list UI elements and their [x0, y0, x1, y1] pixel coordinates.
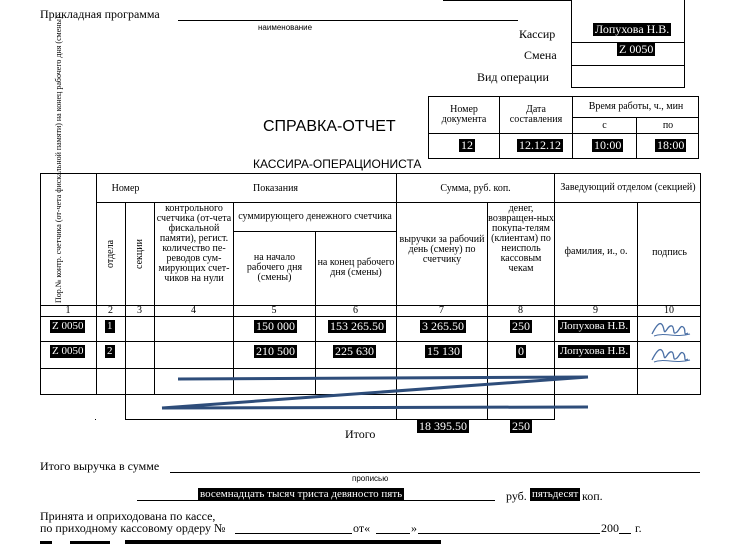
- total-returned: 250: [512, 419, 530, 433]
- order-no-line[interactable]: [235, 533, 352, 534]
- date-label: Дата составления: [509, 104, 563, 125]
- revenue-line: [170, 472, 700, 473]
- to-label: по: [662, 120, 674, 131]
- revenue-header: выручки за рабочий день (смену) по счетчику: [399, 234, 485, 265]
- row2-dept: 2: [107, 345, 113, 357]
- doc-no-value: 12: [461, 138, 473, 152]
- name-header: фамилия, и., о.: [564, 246, 628, 257]
- row2-manager: Лопухова Н.В.: [560, 345, 629, 357]
- shift-label: Смена: [524, 48, 557, 62]
- in-words-caption: прописью: [352, 474, 389, 483]
- row2-counter: Z 0050: [52, 345, 84, 357]
- signature-header: подпись: [652, 246, 687, 258]
- date-value: 12.12.12: [519, 138, 561, 152]
- manager-header: Заведующий отделом (секцией): [560, 182, 696, 193]
- number-header: Номер: [111, 182, 140, 194]
- readings-header: Показания: [252, 182, 299, 194]
- row1-revenue: 3 265.50: [422, 319, 464, 333]
- col-num-1: 1: [65, 305, 71, 316]
- year-suffix: г.: [635, 521, 642, 535]
- col-num-6: 6: [353, 305, 358, 316]
- doc-no-label: Номер документа: [441, 104, 487, 125]
- col1-header: Пор.№ контр. счетчика (от-чета фискальной памяти) на конец рабочего дня (смены): [54, 16, 63, 303]
- from-date-label: от«: [353, 521, 371, 535]
- col-num-10: 10: [664, 305, 674, 316]
- col-num-4: 4: [191, 305, 196, 316]
- dept-header: отдела: [105, 239, 116, 269]
- from-label: с: [602, 120, 607, 131]
- cashier-value: Лопухова Н.В.: [595, 22, 670, 36]
- app-label: Прикладная программа: [40, 7, 160, 21]
- year-label: 200: [601, 521, 619, 535]
- returned-header: денег, возвращен-ных покупа-телям (клиентам) по неисполь кассовым чекам: [488, 203, 554, 274]
- close-quote: »: [411, 521, 417, 535]
- row1-counter: Z 0050: [52, 320, 84, 332]
- rub-label: руб.: [506, 489, 527, 503]
- control-counter-header: контрольного счетчика (от-чета фискальной памяти), регист. количество пе-реводов сум-мирующих счет-чиков на нули: [156, 203, 232, 284]
- col-num-7: 7: [439, 305, 444, 316]
- app-caption: наименование: [258, 23, 313, 32]
- summing-header: суммирующего денежного счетчика: [238, 211, 392, 222]
- kop-label: коп.: [582, 489, 603, 503]
- row2-returned: 0: [518, 344, 524, 358]
- from-value: 10:00: [594, 138, 622, 152]
- total-label: Итого: [345, 427, 376, 441]
- col-num-8: 8: [518, 305, 523, 316]
- col-num-5: 5: [271, 305, 277, 316]
- total-revenue: 18 395.50: [419, 419, 467, 433]
- day-line[interactable]: [376, 533, 410, 534]
- row2-revenue: 15 130: [427, 344, 460, 358]
- accepted-line1: Принята и оприходована по кассе,: [40, 509, 216, 523]
- to-value: 18:00: [657, 138, 685, 152]
- year-line[interactable]: [619, 533, 631, 534]
- accepted-line2: по приходному кассовому ордеру №: [40, 521, 226, 535]
- kop-words: пятьдесят: [532, 488, 579, 500]
- row2-end: 225 630: [335, 344, 374, 358]
- col-num-3: 3: [137, 305, 142, 316]
- page-subtitle: КАССИРА-ОПЕРАЦИОНИСТА: [253, 157, 422, 171]
- work-time-label: Время работы, ч., мин: [588, 101, 684, 112]
- cashier-label: Кассир: [519, 27, 556, 41]
- row1-manager: Лопухова Н.В.: [560, 320, 629, 332]
- row1-dept: 1: [107, 320, 113, 332]
- col-num-2: 2: [108, 305, 113, 316]
- start-header: на начало рабочего дня (смены): [246, 252, 303, 283]
- col-num-9: 9: [593, 305, 598, 316]
- page-title: СПРАВКА-ОТЧЕТ: [263, 118, 396, 135]
- cutoff-highlight: [125, 540, 441, 544]
- row1-returned: 250: [512, 319, 530, 333]
- sum-header: Сумма, руб. коп.: [440, 182, 511, 194]
- section-header: секции: [134, 239, 145, 269]
- shift-value: Z 0050: [619, 42, 654, 56]
- operation-label: Вид операции: [477, 70, 549, 84]
- month-line[interactable]: [418, 533, 600, 534]
- row1-start: 150 000: [256, 319, 295, 333]
- row2-start: 210 500: [256, 344, 295, 358]
- row1-end: 153 265.50: [330, 319, 384, 333]
- end-header: на конец рабочего дня (смены): [317, 257, 395, 278]
- revenue-label: Итого выручка в сумме: [40, 459, 160, 473]
- amount-words: восемнадцать тысяч триста девяносто пять: [200, 488, 403, 500]
